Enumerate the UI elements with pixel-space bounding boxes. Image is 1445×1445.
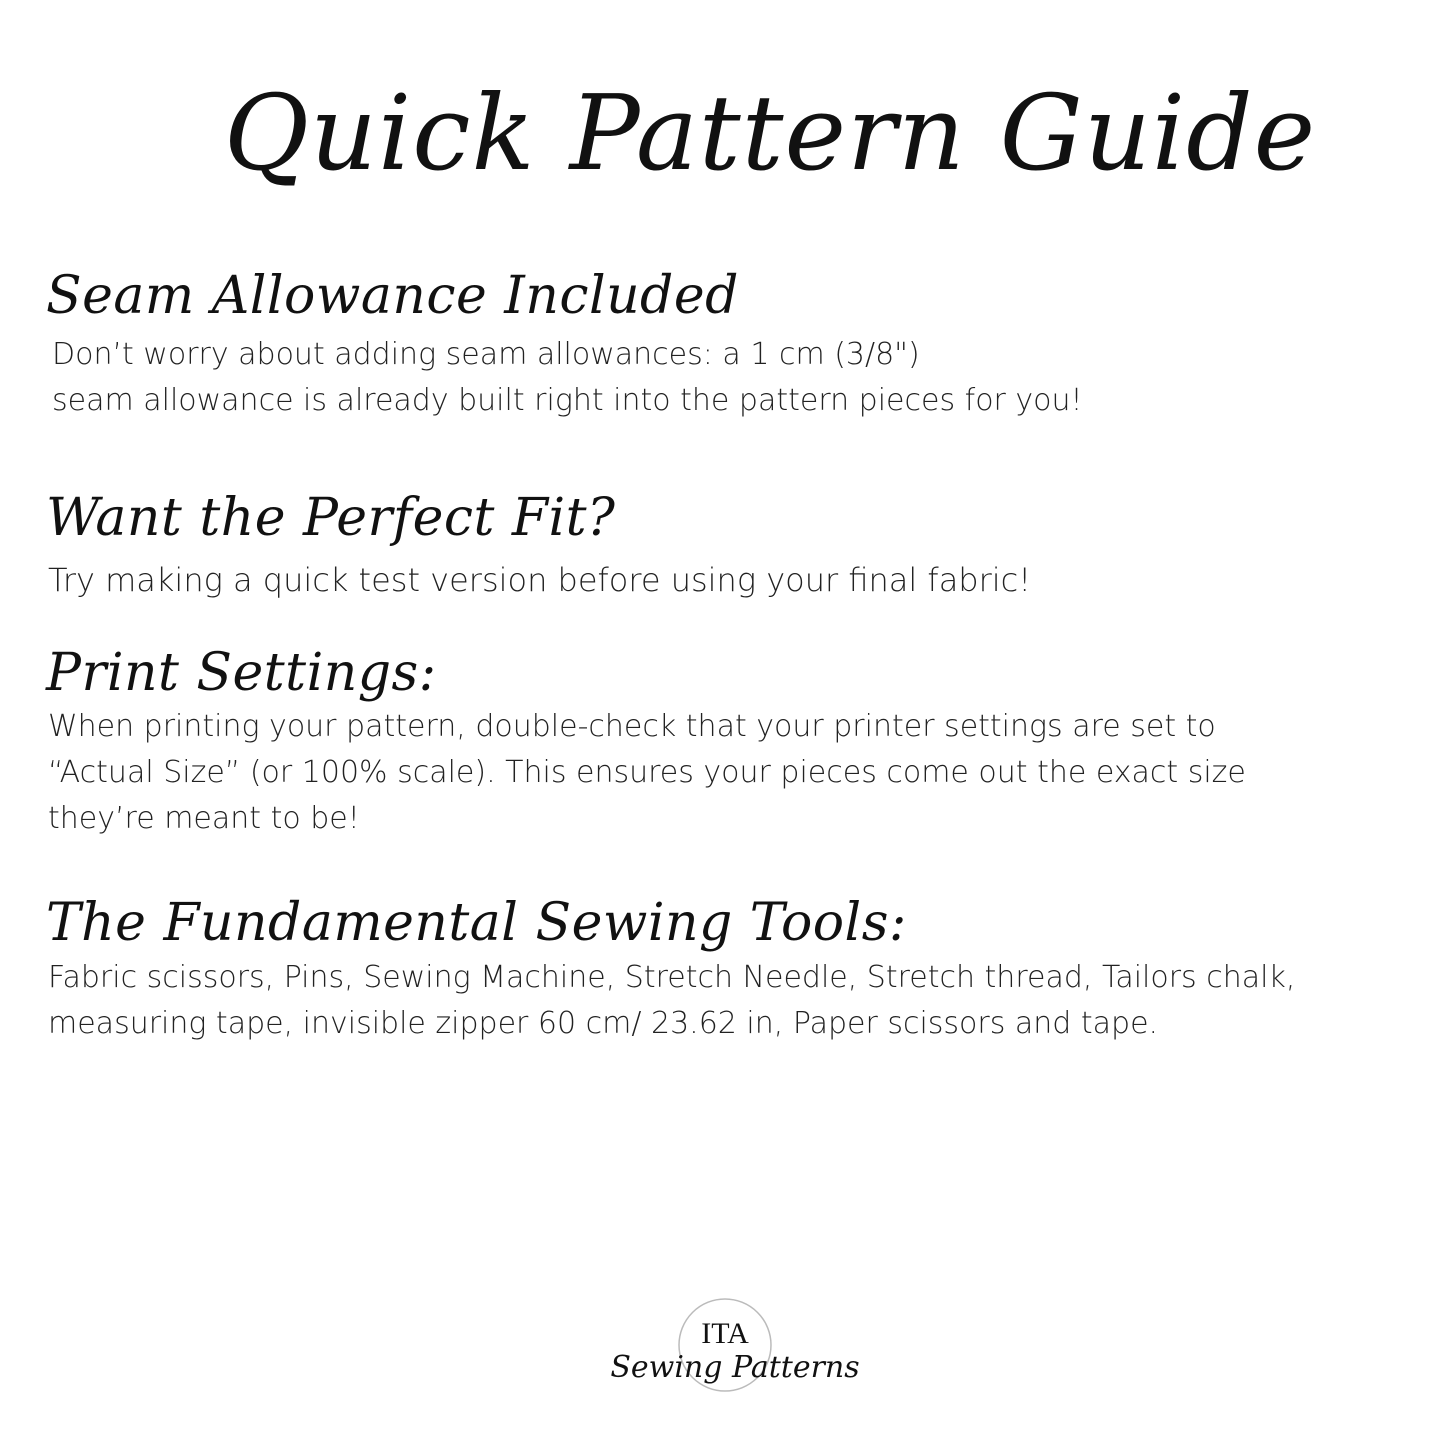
section-body-seam-allowance	[52, 332, 1083, 424]
body-line: seam allowance is already built right into the pattern pieces for you!	[52, 383, 1083, 418]
body-line: “Actual Size” (or 100% scale). This ensures your pieces come out the exact size	[48, 755, 1246, 790]
body-line: measuring tape, invisible zipper 60 cm/ 23.62 in, Paper scissors and tape.	[48, 1006, 1159, 1041]
section-body-perfect-fit	[48, 557, 1031, 603]
section-body-print-settings	[48, 704, 1246, 842]
logo-bottom-text: Sewing Patterns	[610, 1350, 860, 1385]
logo-top-text: ITA	[701, 1317, 749, 1350]
brand-logo	[590, 1285, 890, 1425]
logo-graphic	[590, 1285, 890, 1425]
section-heading-print-settings: Print Settings:	[46, 643, 437, 703]
body-line: Fabric scissors, Pins, Sewing Machine, Stretch Needle, Stretch thread, Tailors chalk,	[48, 960, 1296, 995]
section-heading-seam-allowance: Seam Allowance Included	[46, 266, 739, 326]
body-line: they’re meant to be!	[48, 801, 360, 836]
page-title: Quick Pattern Guide	[223, 72, 1317, 194]
section-body-sewing-tools	[48, 955, 1295, 1047]
section-heading-sewing-tools: The Fundamental Sewing Tools:	[46, 893, 907, 953]
body-line: Don’t worry about adding seam allowances: a 1 cm (3/8")	[52, 337, 920, 372]
body-line: When printing your pattern, double-check that your printer settings are set to	[48, 709, 1216, 744]
section-heading-perfect-fit: Want the Perfect Fit?	[46, 488, 616, 548]
body-line: Try making a quick test version before using your final fabric!	[48, 561, 1032, 599]
